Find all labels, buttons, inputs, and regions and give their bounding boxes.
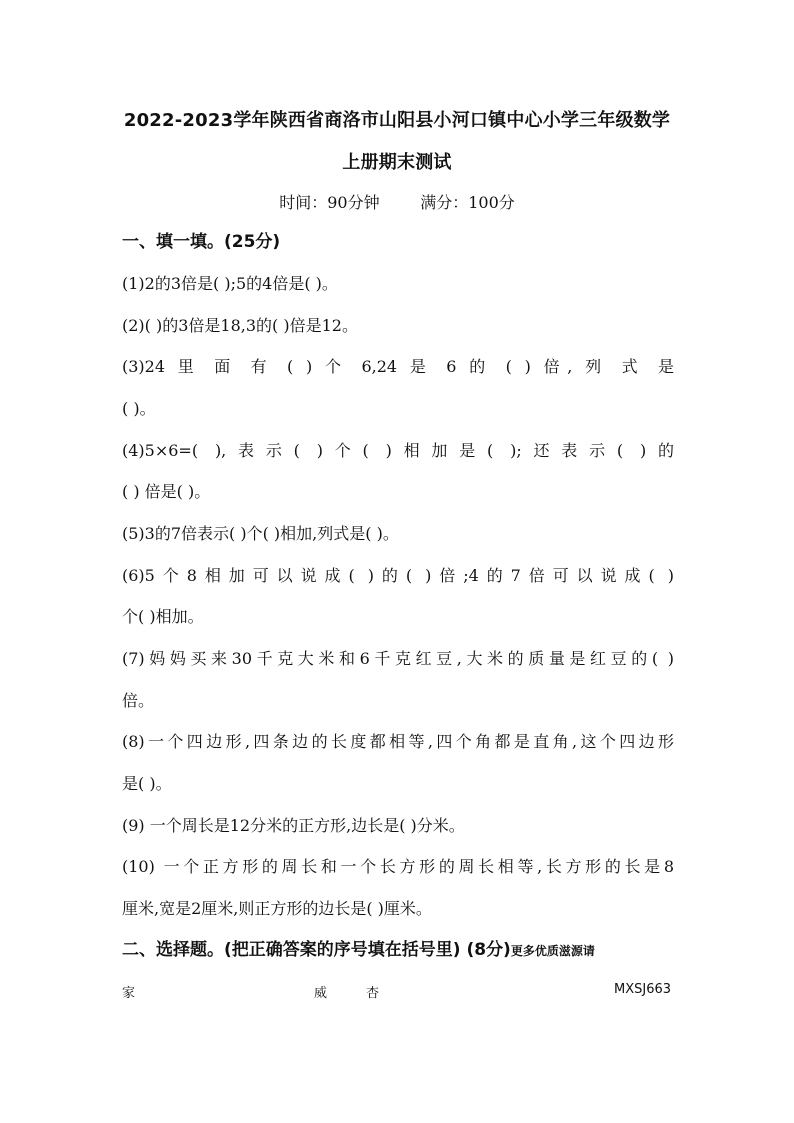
footer-mid-1: 威 — [314, 986, 328, 1001]
question-line: ( )。 — [122, 399, 156, 418]
question-line: (2)( )的3倍是18,3的( )倍是12。 — [122, 316, 358, 335]
question-line: ( ) 倍是( )。 — [122, 482, 211, 501]
footer-mid-2: 杏 — [366, 986, 380, 1001]
question-line: (1)2的3倍是( );5的4倍是( )。 — [122, 274, 338, 293]
section-heading-2-row — [122, 938, 674, 963]
question-line: 厘米,宽是2厘米,则正方形的边长是( )厘米。 — [122, 899, 432, 918]
question-line: (6)5个8相加可以说成( )的( )倍;4的7倍可以说成( ) — [122, 566, 674, 585]
question-line: 倍。 — [122, 691, 155, 710]
question-line: (5)3的7倍表示( )个( )相加,列式是( )。 — [122, 524, 399, 543]
footer-left: 家 — [122, 986, 136, 1001]
page-title-line2: 上册期末测试 — [342, 152, 452, 173]
question-line: (3)24 里 面 有 ( ) 个 6,24 是 6 的 ( ) 倍, 列 式 是 — [122, 357, 674, 376]
section-heading-2-note: 更多优质滋源请 — [510, 944, 595, 958]
footer-right: MXSJ663 — [614, 982, 672, 997]
page-title-line1: 2022-2023学年陕西省商洛市山阳县小河口镇中心小学三年级数学 — [123, 110, 671, 131]
section-heading-2: 二、选择题。(把正确答案的序号填在括号里) (8分) — [122, 940, 511, 960]
question-line: (4)5×6=( ),表示( )个( )相加是( );还表示( )的 — [122, 441, 674, 460]
section-heading-1: 一、填一填。(25分) — [122, 232, 281, 252]
question-line: 是( )。 — [122, 774, 172, 793]
question-line: (8)一个四边形,四条边的长度都相等,四个角都是直角,这个四边形 — [122, 732, 674, 751]
question-line: (9) 一个周长是12分米的正方形,边长是( )分米。 — [122, 816, 465, 835]
question-line: (7)妈妈买来30千克大米和6千克红豆,大米的质量是红豆的( ) — [122, 649, 674, 668]
question-line: (10) 一个正方形的周长和一个长方形的周长相等,长方形的长是8 — [122, 857, 674, 876]
exam-meta: 时间：90分钟 满分：100分 — [279, 193, 515, 212]
question-line: 个( )相加。 — [122, 607, 204, 626]
